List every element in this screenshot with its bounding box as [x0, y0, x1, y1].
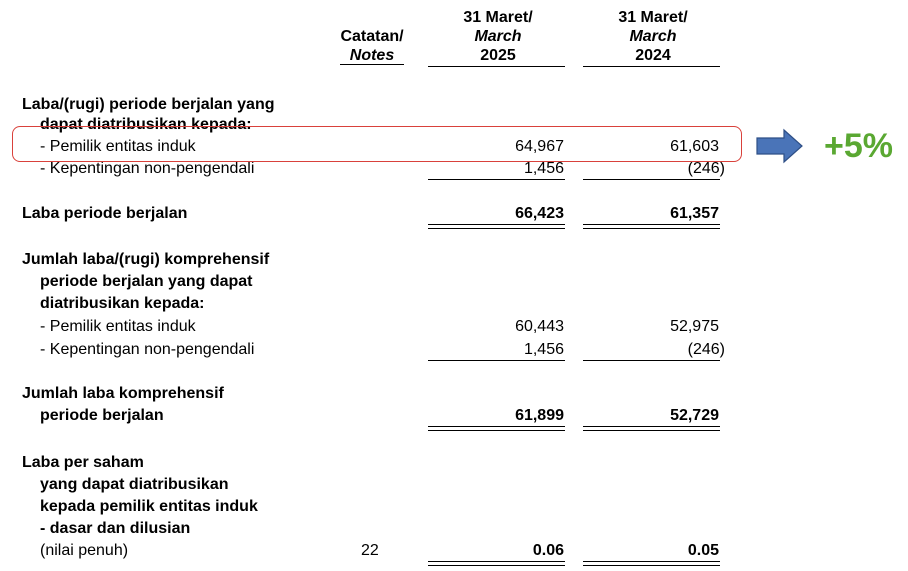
profit-total-2024: 61,357 [670, 205, 719, 222]
eps-title-3: kepada pemilik entitas induk [40, 498, 258, 515]
profit-attr-title-1: Laba/(rugi) periode berjalan yang [22, 96, 275, 113]
ci-owner-2024: 52,975 [670, 318, 719, 335]
profit-nci-2025: 1,456 [523, 160, 564, 177]
col-2024-header-rule [583, 66, 720, 67]
profit-nci-2024: (246) [687, 160, 725, 177]
profit-total-rule-2024 [583, 224, 720, 229]
eps-title-4: - dasar dan dilusian [40, 520, 191, 537]
ci-nci-label: - Kepentingan non-pengendali [40, 341, 255, 358]
profit-owner-label: - Pemilik entitas induk [40, 138, 196, 155]
eps-rule-2024 [583, 561, 720, 566]
ci-total-rule-2024 [583, 426, 720, 431]
ci-nci-2024: (246) [687, 341, 725, 358]
eps-rule-2025 [428, 561, 565, 566]
profit-nci-rule-2024 [583, 179, 720, 180]
eps-title-1: Laba per saham [22, 454, 144, 471]
profit-owner-2024: 61,603 [670, 138, 719, 155]
notes-header-line1: Catatan/ [340, 28, 404, 45]
col-2024-line3: 2024 [635, 47, 671, 64]
eps-title-2: yang dapat diatribusikan [40, 476, 229, 493]
profit-total-2025: 66,423 [515, 205, 564, 222]
growth-label: +5% [824, 127, 893, 165]
ci-nci-rule-2024 [583, 360, 720, 361]
col-2025-header-rule [428, 66, 565, 67]
profit-nci-rule-2025 [428, 179, 565, 180]
col-2025-line3: 2025 [480, 47, 516, 64]
eps-title-5: (nilai penuh) [40, 542, 129, 559]
profit-total-label: Laba periode berjalan [22, 205, 188, 222]
eps-note: 22 [361, 542, 379, 559]
eps-2024: 0.05 [687, 542, 719, 559]
ci-total-2024: 52,729 [670, 407, 719, 424]
ci-total-2025: 61,899 [515, 407, 564, 424]
col-2025-line2: March [474, 28, 522, 45]
col-2025-line1: 31 Maret/ [463, 9, 533, 26]
profit-owner-2025: 64,967 [515, 138, 564, 155]
ci-total-rule-2025 [428, 426, 565, 431]
right-arrow-icon [756, 128, 804, 164]
ci-total-label-1: Jumlah laba komprehensif [22, 385, 224, 402]
col-2024-line2: March [629, 28, 677, 45]
ci-attr-title-2: periode berjalan yang dapat [40, 273, 253, 290]
notes-header-italic: Notes [340, 47, 404, 65]
notes-header-line2 [330, 46, 414, 65]
ci-owner-2025: 60,443 [515, 318, 564, 335]
col-2025-header [428, 8, 568, 65]
ci-nci-rule-2025 [428, 360, 565, 361]
ci-total-label-2: periode berjalan [40, 407, 164, 424]
highlight-box [12, 126, 742, 162]
col-2024-header [583, 8, 723, 65]
ci-nci-2025: 1,456 [523, 341, 564, 358]
profit-nci-label: - Kepentingan non-pengendali [40, 160, 255, 177]
col-2024-line1: 31 Maret/ [618, 9, 688, 26]
ci-attr-title-3: diatribusikan kepada: [40, 295, 205, 312]
ci-attr-title-1: Jumlah laba/(rugi) komprehensif [22, 251, 270, 268]
eps-2025: 0.06 [532, 542, 564, 559]
profit-attr-title-2: dapat diatribusikan kepada: [40, 116, 252, 133]
ci-owner-label: - Pemilik entitas induk [40, 318, 196, 335]
profit-total-rule-2025 [428, 224, 565, 229]
notes-header [330, 27, 414, 65]
